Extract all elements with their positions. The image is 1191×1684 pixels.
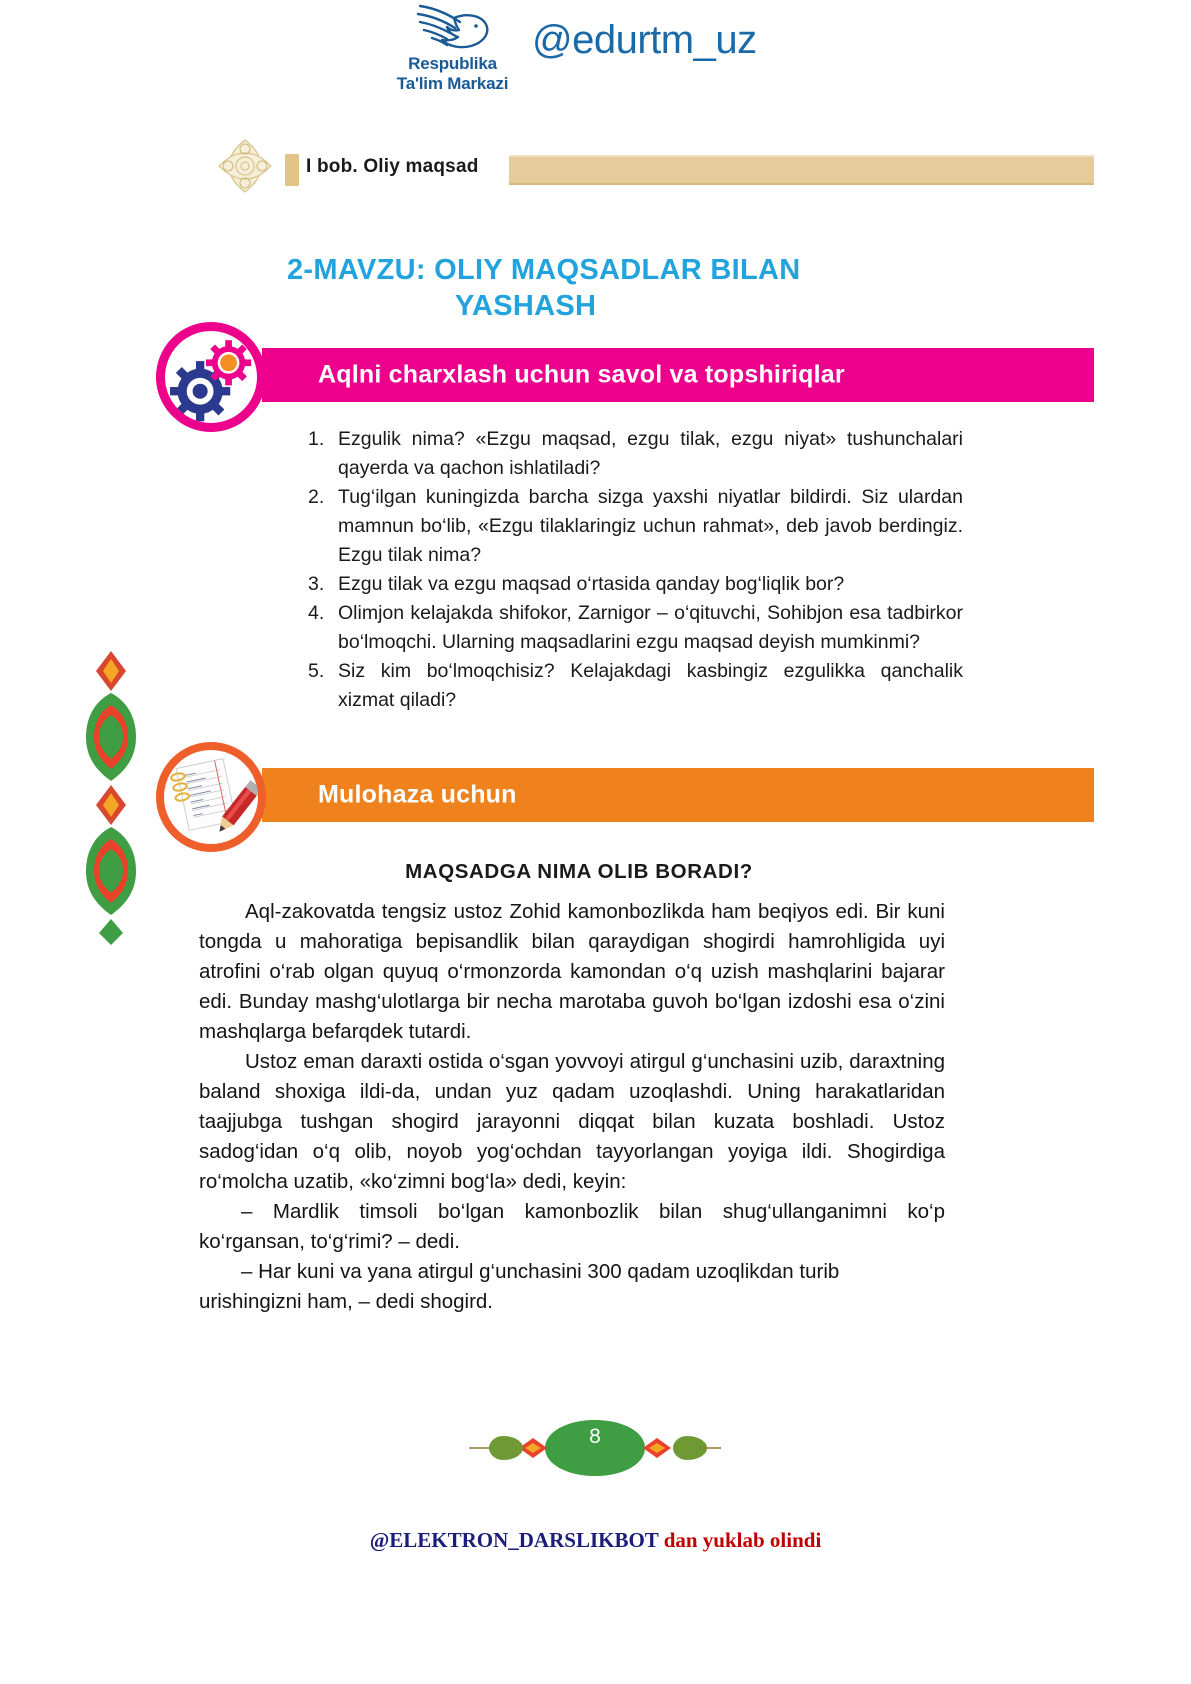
list-item-number: 1.	[308, 428, 325, 450]
article-paragraph: Ustoz eman daraxti ostida o‘sgan yovvoyi atirgul g‘unchasini uzib, daraxtning baland shoxiga ildi-da, undan yuz qadam uzoqlashdi. Uning harakatlaridan taajjubga tushgan shogird jarayonni diqqat bilan kuzata boshladi. Ustoz sadog‘idan o‘q olib, noyob yog‘ochdan tayyorlangan yoyiga ildi. Shogirdiga ro‘molcha uzatib, «ko‘zimni bog‘la» dedi, keyin:	[199, 1050, 945, 1193]
article-paragraph: – Har kuni va yana atirgul g‘unchasini 300 qadam uzoqlikdan turib urishingizni ham, – dedi shogird.	[199, 1260, 840, 1313]
list-item-number: 4.	[308, 602, 325, 624]
list-item-text: Tug‘ilgan kuningizda barcha sizga yaxshi niyatlar bildirdi. Siz ulardan mamnun bo‘lib, «Ezgu tilaklaringiz uchun rahmat», deb javob berdingiz. Ezgu tilak nima?	[338, 486, 963, 566]
list-item-number: 3.	[308, 573, 325, 595]
list-item	[308, 657, 963, 715]
article-body	[199, 897, 945, 1317]
page-title-line-1: 2-MAVZU: OLIY MAQSADLAR BILAN	[287, 254, 801, 286]
article-paragraph: – Mardlik timsoli bo‘lgan kamonbozlik bilan shug‘ullanganimni ko‘p ko‘rgansan, to‘g‘rimi? – dedi.	[199, 1200, 945, 1253]
footer-note	[0, 1528, 1191, 1553]
list-item	[308, 483, 963, 570]
discussion-banner-label: Mulohaza uchun	[318, 780, 517, 809]
dove-eye	[474, 24, 478, 28]
questions-list	[308, 425, 963, 715]
gears-icon-svg	[165, 331, 257, 423]
notebook-pencil-icon	[156, 742, 266, 852]
article-heading: MAQSADGA NIMA OLIB BORADI?	[405, 860, 753, 883]
notebook-pencil-icon-svg	[164, 750, 258, 844]
logo-line-1: Respublika	[408, 54, 497, 73]
dove-icon	[414, 2, 492, 54]
list-item	[308, 599, 963, 657]
footer-note-bot: @ELEKTRON_DARSLIKBOT	[369, 1528, 659, 1552]
chapter-label: I bob. Oliy maqsad	[306, 156, 479, 177]
page-title-line-2: YASHASH	[455, 290, 597, 322]
list-item-text: Ezgu tilak va ezgu maqsad o‘rtasida qanday bog‘liqlik bor?	[338, 573, 845, 595]
chapter-bar	[509, 155, 1094, 185]
page-title	[287, 252, 967, 324]
watermark-handle: @edurtm_uz	[532, 18, 757, 62]
dove-body	[442, 15, 487, 47]
questions-banner	[262, 348, 1094, 402]
chapter-accent-tab	[285, 154, 299, 186]
list-item-text: Siz kim bo‘lmoqchisiz? Kelajakdagi kasbingiz ezgulikka qanchalik xizmat qiladi?	[338, 660, 963, 711]
gear-small	[206, 340, 251, 385]
list-item-number: 2.	[308, 486, 325, 508]
logo-line-2: Ta'lim Markazi	[396, 74, 509, 93]
gears-icon	[156, 322, 266, 432]
article-paragraph: Aql-zakovatda tengsiz ustoz Zohid kamonbozlikda ham beqiyos edi. Bir kuni tongda u mahoratiga bepisandlik bilan qaraydigan shogirdi hamrohligida uyi atrofini o‘rab olgan quyuq o‘rmonzorda kamondan o‘q uzish mashqlarini bajarar edi. Bunday mashg‘ulotlarga bir necha marotaba guvoh bo‘lgan izdoshi esa o‘zini mashqlarga befarqdek tutardi.	[199, 900, 945, 1043]
chapter-header	[0, 140, 1191, 196]
republic-education-center-logo	[385, 2, 520, 97]
list-item-number: 5.	[308, 660, 325, 682]
watermark-header	[0, 0, 1191, 105]
list-item-text: Olimjon kelajakda shifokor, Zarnigor – o‘qituvchi, Sohibjon esa tadbirkor bo‘lmoqchi. Ularning maqsadlarini ezgu maqsad deyish mumkinmi?	[338, 602, 963, 653]
list-item	[308, 570, 963, 599]
side-ornament-icon	[78, 645, 144, 945]
footer-note-rest: dan yuklab olindi	[658, 1528, 822, 1552]
discussion-banner	[262, 768, 1094, 822]
list-item	[308, 425, 963, 483]
chapter-ornament-icon	[205, 128, 285, 204]
questions-banner-label: Aqlni charxlash uchun savol va topshiriqlar	[318, 360, 845, 389]
list-item-text: Ezgulik nima? «Ezgu maqsad, ezgu tilak, ezgu niyat» tushunchalari qayerda va qachon ishlatiladi?	[338, 428, 963, 479]
page-number: 8	[589, 1425, 601, 1448]
